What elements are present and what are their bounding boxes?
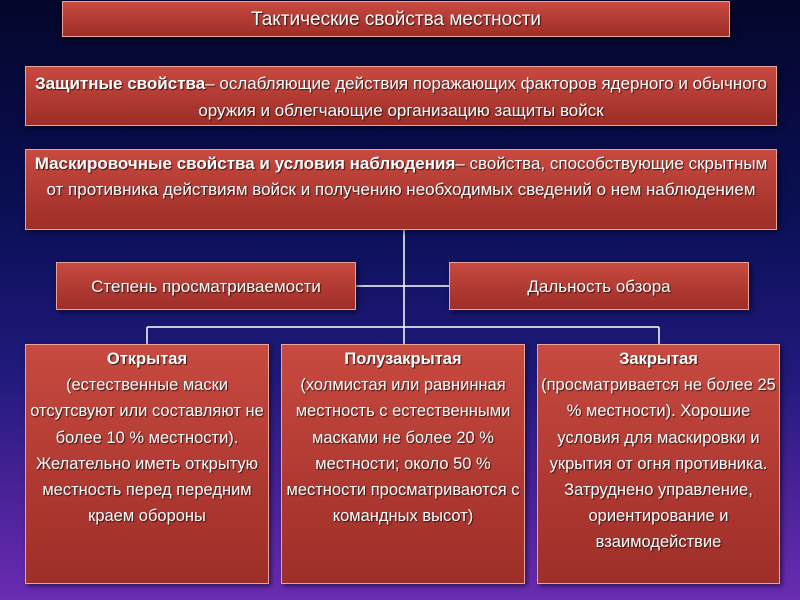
closed-terrain-box: [537, 344, 780, 584]
protective-properties-box: [25, 66, 777, 126]
semi-closed-terrain-text: (холмистая или равнинная местность с естественными масками не более 20 % местности; около 50 % местности просматриваются с командных высот): [286, 376, 520, 526]
open-terrain-box: [25, 344, 269, 584]
masking-text: – свойства, способствующие скрытным от противника действиям войск и получению необходимых сведений о нем наблюдением: [46, 154, 768, 199]
semi-closed-terrain-box: [281, 344, 525, 584]
view-range-box: Дальность обзора: [449, 262, 749, 310]
closed-terrain-title: Закрытая: [619, 350, 698, 368]
protective-text: – ослабляющие действия поражающих факторов ядерного и обычного оружия и облегчающие организацию защиты войск: [198, 74, 767, 120]
open-terrain-title: Открытая: [106, 350, 188, 368]
protective-term: Защитные свойства: [35, 74, 206, 93]
semi-closed-terrain-title: Полузакрытая: [344, 350, 462, 368]
open-terrain-text: (естественные маски отсутсвуют или составляют не более 10 % местности). Желательно иметь открытую местность перед передним краем обороны: [30, 376, 264, 526]
visibility-degree-box: Степень просматриваемости: [56, 262, 356, 310]
masking-properties-box: [25, 149, 777, 230]
closed-terrain-text: (просматривается не более 25 % местности). Хорошие условия для маскировки и укрытия от огня противника. Затруднено управление, ориентирование и взаимодействие: [541, 376, 776, 552]
page-title: Тактические свойства местности: [62, 1, 730, 37]
masking-term: Маскировочные свойства и условия наблюдения: [34, 154, 456, 173]
